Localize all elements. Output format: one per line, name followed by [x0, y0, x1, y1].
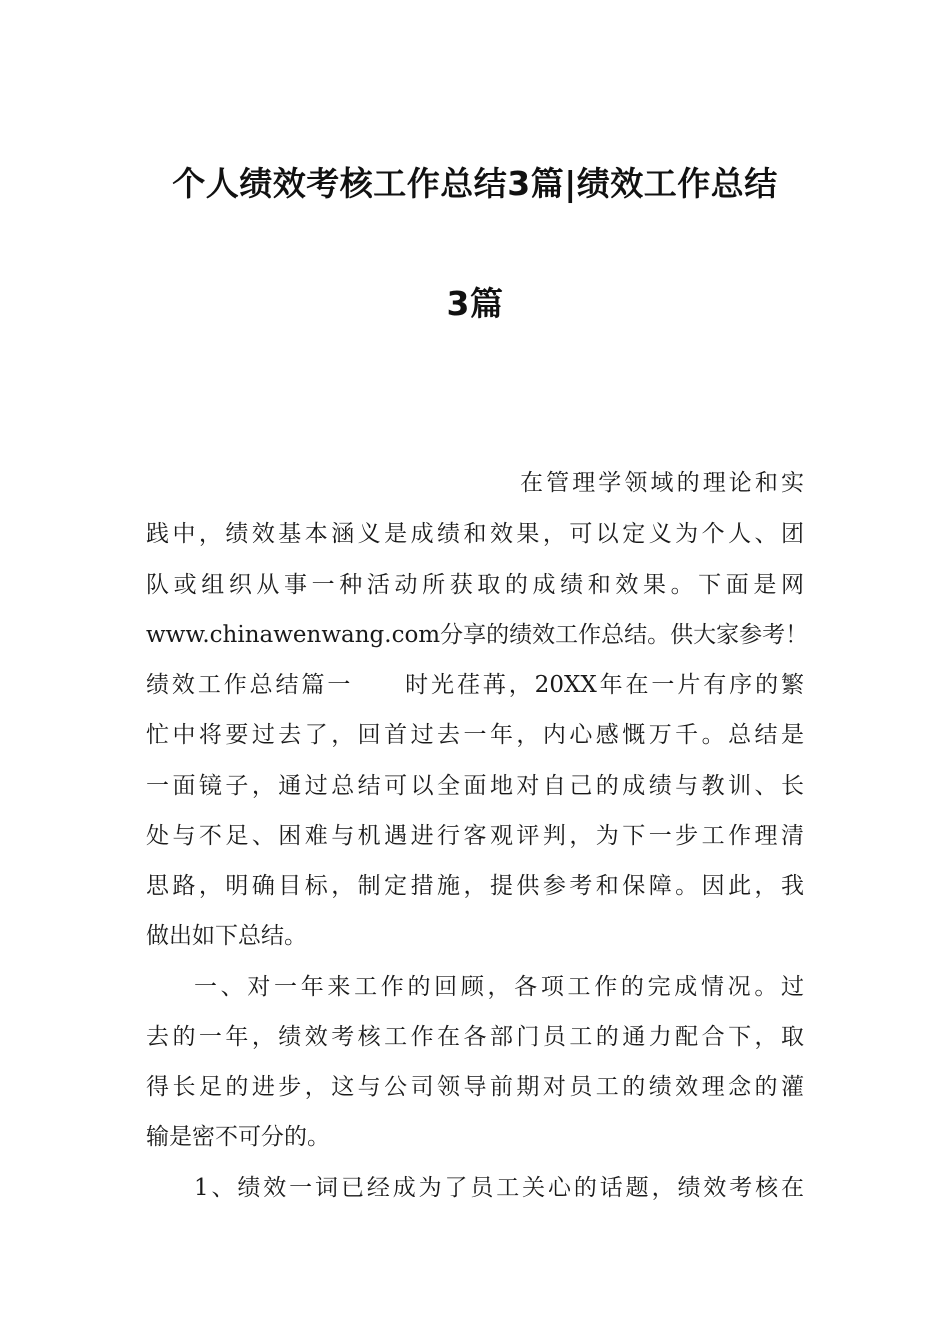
paragraph-line: 去的一年，绩效考核工作在各部门员工的通力配合下，取	[146, 1024, 804, 1050]
paragraph-line: 处与不足、困难与机遇进行客观评判，为下一步工作理清	[146, 823, 804, 849]
document-title-line-2: 3篇	[446, 284, 504, 323]
paragraph-line: 践中，绩效基本涵义是成绩和效果，可以定义为个人、团	[146, 521, 804, 547]
paragraph-line: 输是密不可分的。	[146, 1124, 330, 1150]
paragraph-line: 做出如下总结。	[146, 923, 307, 949]
paragraph-line: 思路，明确目标，制定措施，提供参考和保障。因此，我	[146, 873, 804, 899]
paragraph-line: 忙中将要过去了，回首过去一年，内心感慨万千。总结是	[146, 722, 804, 748]
paragraph-line: 1、绩效一词已经成为了员工关心的话题，绩效考核在	[194, 1175, 804, 1201]
document-title-line-1: 个人绩效考核工作总结3篇|绩效工作总结	[172, 164, 778, 203]
paragraph-line: 绩效工作总结篇一 时光荏苒，20XX年在一片有序的繁	[146, 672, 804, 698]
paragraph-line: 一、对一年来工作的回顾，各项工作的完成情况。过	[194, 974, 804, 1000]
paragraph-line: 得长足的进步，这与公司领导前期对员工的绩效理念的灌	[146, 1074, 804, 1100]
paragraph-line: 在管理学领域的理论和实	[520, 470, 804, 496]
paragraph-line: www.chinawenwang.com分享的绩效工作总结。供大家参考！	[146, 622, 809, 648]
paragraph-line: 队或组织从事一种活动所获取的成绩和效果。下面是网	[146, 572, 804, 598]
document-body	[146, 0, 809, 1344]
paragraph-line: 一面镜子，通过总结可以全面地对自己的成绩与教训、长	[146, 773, 804, 799]
